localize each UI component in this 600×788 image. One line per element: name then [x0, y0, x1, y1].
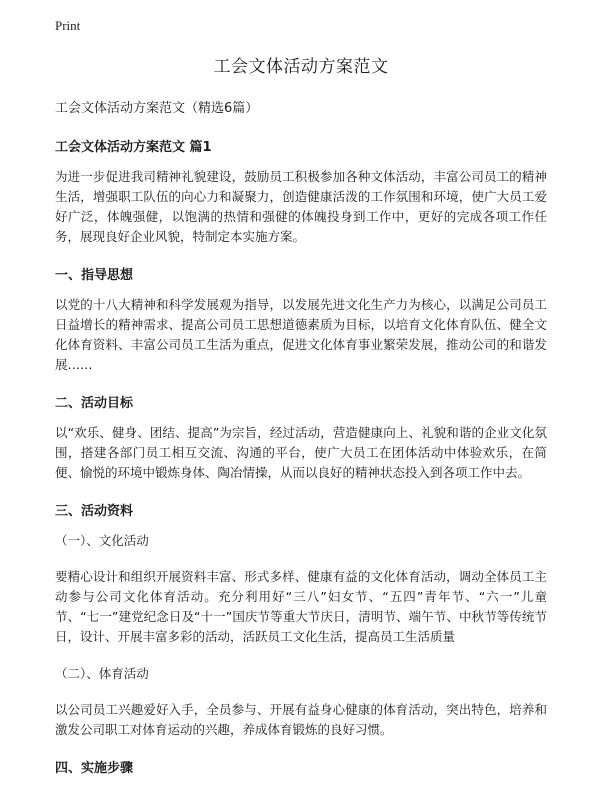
subheading-sports-activities: （二）、体育活动: [55, 666, 149, 681]
print-link[interactable]: Print: [55, 18, 81, 33]
document-title: 工会文体活动方案范文: [213, 57, 389, 77]
document-subtitle: 工会文体活动方案范文（精选6篇）: [55, 101, 259, 116]
section-heading-activity-content: 三、活动资料: [55, 504, 134, 519]
section-paragraph-activity-goals: 以“欢乐、健身、团结、提高”为宗旨，经过活动，营造健康向上、礼貌和谐的企业文化氛围，搭建各部门员工相互交流、沟通的平台，使广大员工在团体活动中体验欢乐，在简便、愉悦的环境中锻炼身体、陶冶情操，从而以良好的精神状态投入到各项工作中去。: [55, 425, 547, 480]
section-heading-activity-goals: 二、活动目标: [55, 396, 134, 411]
section-heading-implementation-steps: 四、实施步骤: [55, 761, 134, 776]
section-heading-guiding-ideology: 一、指导思想: [55, 268, 134, 283]
document-page: [55, 52, 547, 788]
paragraph-sports-activities: 以公司员工兴趣爱好入手，全员参与、开展有益身心健康的体育活动，突出特色，培养和激发公司职工对体育运动的兴趣，养成体育锻炼的良好习惯。: [55, 702, 547, 737]
paragraph-cultural-activities: 要精心设计和组织开展资料丰富、形式多样、健康有益的文化体育活动，调动全体员工主动参与公司文化体育活动。充分利用好“三八”妇女节、“五四”青年节、“六一”儿童节、“七一”建党纪念日及“十一”国庆节等重大节庆日，清明节、端午节、中秋节等传统节日，设计、开展丰富多彩的活动，活跃员工文化生活，提高员工生活质量: [55, 569, 547, 644]
intro-paragraph: 为进一步促进我司精神礼貌建设，鼓励员工积极参加各种文体活动，丰富公司员工的精神生活，增强职工队伍的向心力和凝聚力，创造健康活泼的工作氛围和环境，使广大员工爱好广泛，体魄强健，以饱满的热情和强健的体魄投身到工作中，更好的完成各项工作任务，展现良好企业风貌，特制定本实施方案。: [55, 169, 547, 244]
part-title: 工会文体活动方案范文 篇1: [55, 140, 212, 155]
subheading-cultural-activities: （一）、文化活动: [55, 533, 149, 548]
section-paragraph-guiding-ideology: 以党的十八大精神和科学发展观为指导，以发展先进文化生产力为核心，以满足公司员工日益增长的精神需求、提高公司员工思想道德素质为目标，以培育文化体育队伍、健全文化体育资料、丰富公司员工生活为重点，促进文化体育事业繁荣发展，推动公司的和谐发展……: [55, 297, 547, 372]
